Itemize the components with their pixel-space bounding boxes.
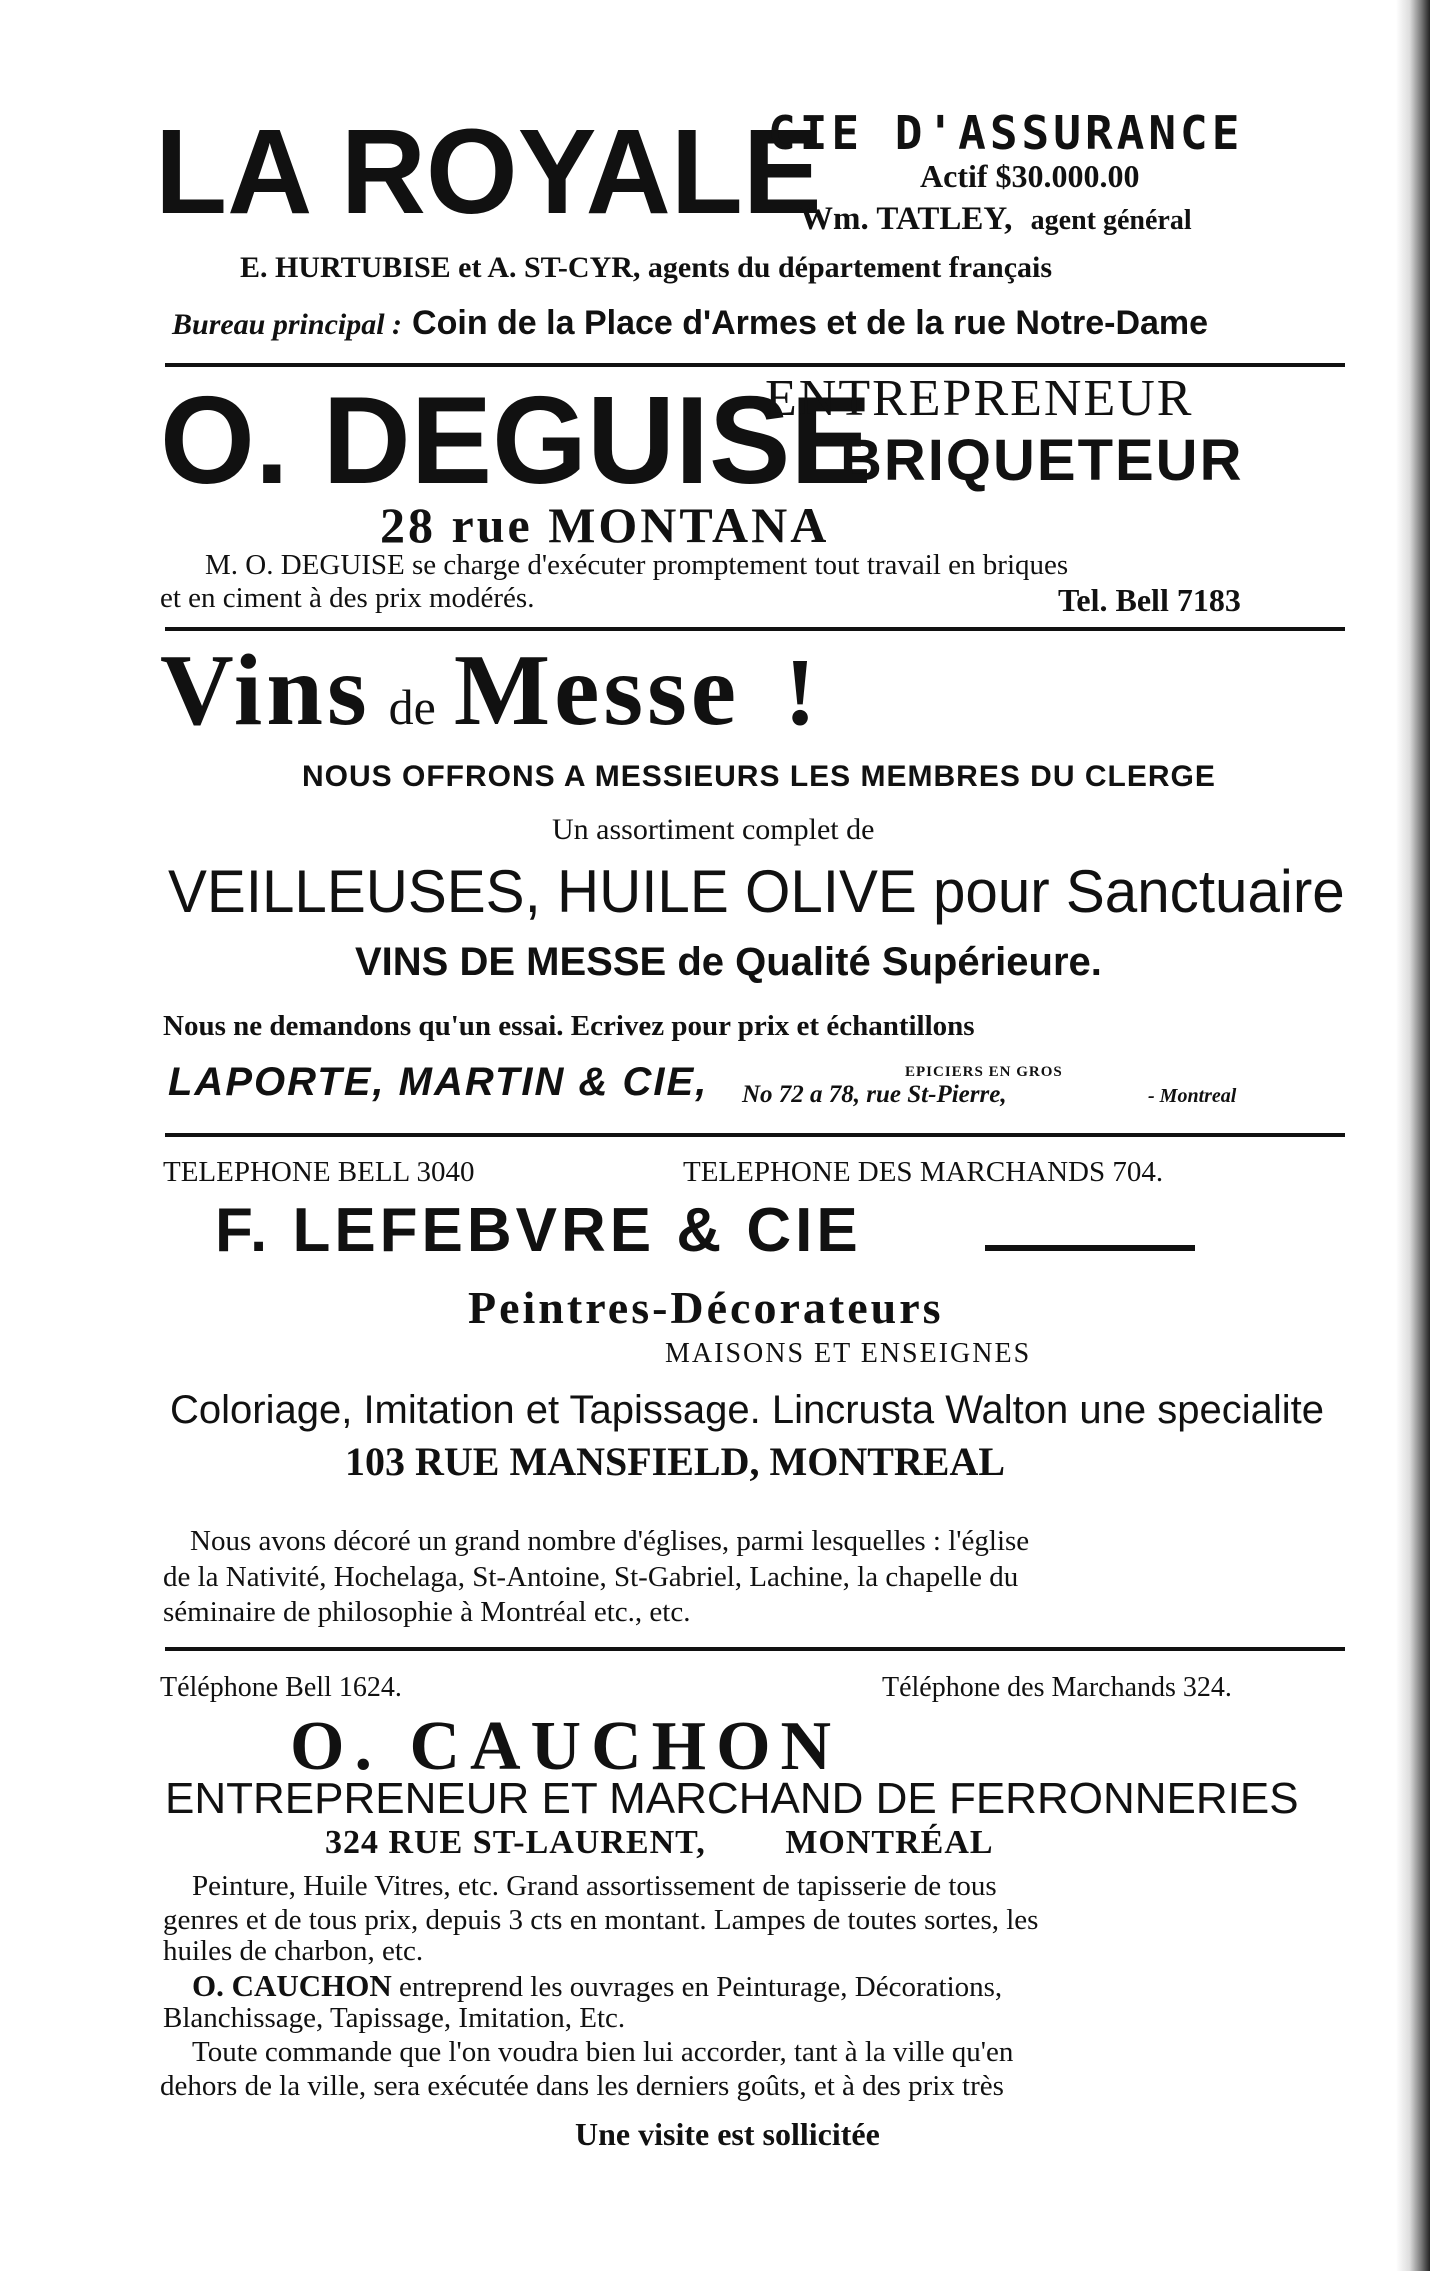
lefebvre-services: Coloriage, Imitation et Tapissage. Lincrusta Walton une specialite	[170, 1388, 1324, 1432]
laporte-headline-messe: Messe	[453, 634, 741, 747]
cauchon-para1-line3: huiles de charbon, etc.	[163, 1935, 424, 1967]
cauchon-address-street: 324 RUE ST-LAURENT,	[325, 1824, 706, 1861]
lefebvre-name: F. LEFEBVRE & CIE	[215, 1196, 862, 1265]
lefebvre-churches-2: de la Nativité, Hochelaga, St-Antoine, St-Gabriel, Lachine, la chapelle du	[163, 1561, 1019, 1593]
lefebvre-phone-merchants: TELEPHONE DES MARCHANDS 704.	[683, 1156, 1164, 1188]
la-royale-agent-title: agent général	[1030, 205, 1192, 236]
lefebvre-trade: Peintres-Décorateurs	[468, 1282, 944, 1333]
cauchon-name: O. CAUCHON	[290, 1708, 842, 1785]
lefebvre-name-flourish	[985, 1245, 1195, 1251]
la-royale-name-text: LA ROYALE	[155, 104, 822, 240]
divider-1	[165, 363, 1345, 367]
laporte-wines-bold: VINS DE MESSE	[355, 940, 667, 984]
la-royale-office-address: Coin de la Place d'Armes et de la rue Notre-Dame	[412, 304, 1209, 342]
laporte-firm-city: - Montreal	[1148, 1085, 1237, 1107]
la-royale-name	[155, 104, 822, 240]
la-royale-agent	[800, 203, 1192, 236]
laporte-products: VEILLEUSES, HUILE OLIVE pour Sanctuaire	[168, 858, 1345, 925]
la-royale-office-label: Bureau principal :	[172, 308, 403, 341]
cauchon-para2-line1	[192, 1970, 1002, 2002]
lefebvre-churches-1: Nous avons décoré un grand nombre d'églises, parmi lesquelles : l'église	[190, 1525, 1030, 1557]
laporte-wines-rest: de Qualité Supérieure.	[677, 940, 1102, 984]
laporte-trial: Nous ne demandons qu'un essai. Ecrivez pour prix et échantillons	[163, 1010, 975, 1042]
cauchon-phone-bell: Téléphone Bell 1624.	[160, 1672, 402, 1703]
cauchon-para2-line2: Blanchissage, Tapissage, Imitation, Etc.	[163, 2002, 626, 2034]
deguise-desc-1: M. O. DEGUISE se charge d'exécuter promptement tout travail en briques	[205, 549, 1069, 581]
laporte-firm-address: No 72 a 78, rue St-Pierre,	[742, 1081, 1007, 1108]
cauchon-para3-line1: Toute commande que l'on voudra bien lui accorder, tant à la ville qu'en	[192, 2036, 1014, 2068]
divider-2	[165, 627, 1345, 631]
deguise-trade-2: BRIQUETEUR	[840, 428, 1244, 493]
la-royale-agent-name: Wm. TATLEY,	[800, 201, 1013, 237]
laporte-headline-de: de	[388, 679, 436, 735]
lefebvre-address: 103 RUE MANSFIELD, MONTREAL	[345, 1439, 1006, 1484]
laporte-headline-vins: Vins	[160, 634, 371, 747]
divider-4	[165, 1647, 1345, 1651]
la-royale-agents-line: E. HURTUBISE et A. ST-CYR, agents du département français	[240, 251, 1053, 284]
cauchon-para2-name: O. CAUCHON	[192, 1968, 392, 2003]
cauchon-trade: ENTREPRENEUR ET MARCHAND DE FERRONNERIES	[165, 1774, 1299, 1823]
cauchon-para1-line2: genres et de tous prix, depuis 3 cts en montant. Lampes de toutes sortes, les	[163, 1904, 1039, 1936]
deguise-address: 28 rue MONTANA	[380, 497, 830, 553]
deguise-phone: Tel. Bell 7183	[1058, 582, 1241, 618]
cauchon-para2-rest: entreprend les ouvrages en Peinturage, Décorations,	[399, 1971, 1003, 2003]
lefebvre-churches-3: séminaire de philosophie à Montréal etc., etc.	[163, 1596, 691, 1628]
la-royale-office	[172, 306, 1208, 340]
deguise-trade-1: ENTREPRENEUR	[765, 370, 1194, 427]
laporte-headline-bang: !	[784, 638, 817, 745]
divider-3	[165, 1133, 1345, 1137]
laporte-offer: NOUS OFFRONS A MESSIEURS LES MEMBRES DU CLERGE	[302, 760, 1216, 793]
cauchon-address	[325, 1826, 994, 1860]
deguise-name-text: O. DEGUISE	[160, 370, 872, 510]
cauchon-closing: Une visite est sollicitée	[575, 2116, 880, 2152]
laporte-firm-role: EPICIERS EN GROS	[905, 1064, 1063, 1080]
deguise-desc-2: et en ciment à des prix modérés.	[160, 582, 535, 614]
cauchon-para1-line1: Peinture, Huile Vitres, etc. Grand assortissement de tapisserie de tous	[192, 1870, 997, 1902]
cauchon-address-city: MONTRÉAL	[785, 1824, 994, 1861]
cauchon-para3-line2: dehors de la ville, sera exécutée dans les derniers goûts, et à des prix très	[160, 2070, 1004, 2102]
laporte-assortment: Un assortiment complet de	[552, 813, 875, 846]
page-edge-shadow	[1396, 0, 1430, 2271]
laporte-firm: LAPORTE, MARTIN & CIE,	[168, 1060, 709, 1104]
lefebvre-subtrade: MAISONS ET ENSEIGNES	[665, 1338, 1032, 1369]
laporte-headline	[160, 634, 817, 747]
la-royale-company: CIE D'ASSURANCE	[768, 106, 1244, 160]
cauchon-phone-merchants: Téléphone des Marchands 324.	[882, 1672, 1232, 1703]
la-royale-assets: Actif $30.000.00	[920, 158, 1140, 194]
laporte-wines	[355, 942, 1102, 982]
lefebvre-phone-bell: TELEPHONE BELL 3040	[163, 1156, 475, 1188]
